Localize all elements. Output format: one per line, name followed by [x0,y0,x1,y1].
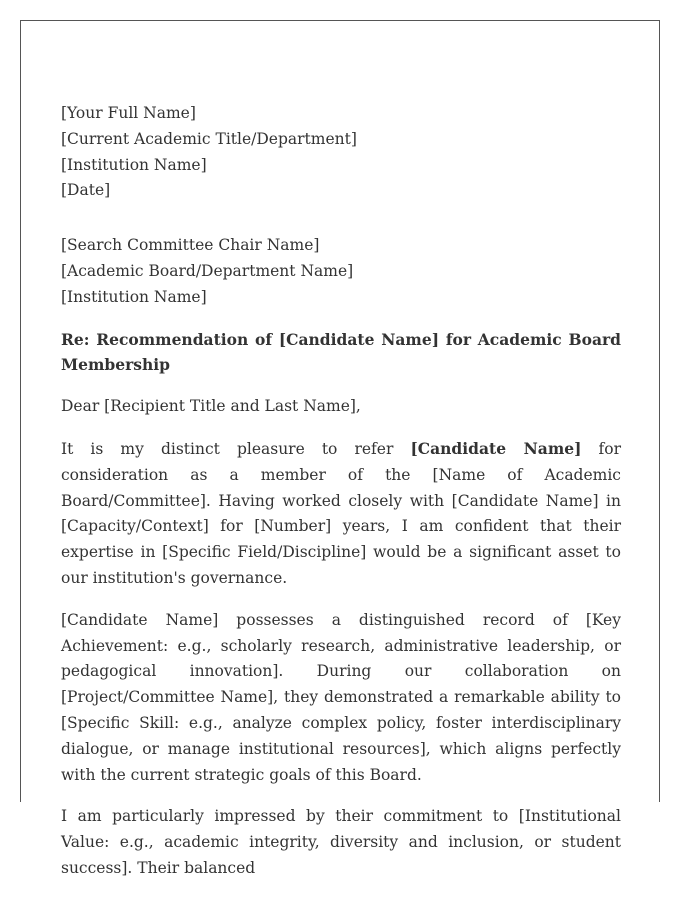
paragraph-1-intro: It is my distinct pleasure to refer [61,439,411,458]
paragraph-3: I am particularly impressed by their commitment to [Institutional Value: e.g., academic integrity, diversity and inclusion, or student success]. Their balanced [61,807,621,877]
letter-date: [Date] [61,181,111,200]
paragraph-1-rest: for consideration as a member of the [Name of Academic Board/Committee]. Having worked closely with [Candidate Name] in [Capacity/Context] for [Number] years, I am confident that their expertise in [Specific Field/Discipline] would be a significant asset to our institution's governance. [61,439,621,587]
recipient-block [61,233,621,310]
recipient-institution: [Institution Name] [61,287,207,306]
salutation: Dear [Recipient Title and Last Name], [61,397,361,416]
recipient-name: [Search Committee Chair Name] [61,236,320,255]
sender-block [61,101,621,204]
paragraph-2: [Candidate Name] possesses a distinguished record of [Key Achievement: e.g., scholarly research, administrative leadership, or pedagogical innovation]. During our collaboration on [Project/Committee Name], they demonstrated a remarkable ability to [Specific Skill: e.g., analyze complex policy, foster interdisciplinary dialogue, or manage institutional resources], which aligns perfectly with the current strategic goals of this Board. [61,610,621,784]
candidate-name-bold: [Candidate Name] [410,438,582,458]
sender-name: [Your Full Name] [61,104,196,122]
address-spacer [61,204,621,233]
subject-line: Re: Recommendation of [Candidate Name] for Academic Board Membership [61,329,621,375]
letter-page [20,20,660,877]
sender-institution: [Institution Name] [61,155,207,174]
sender-title: [Current Academic Title/Department] [61,129,357,148]
paragraph-1 [61,436,621,592]
letter-body [61,101,621,882]
recipient-department: [Academic Board/Department Name] [61,261,354,280]
